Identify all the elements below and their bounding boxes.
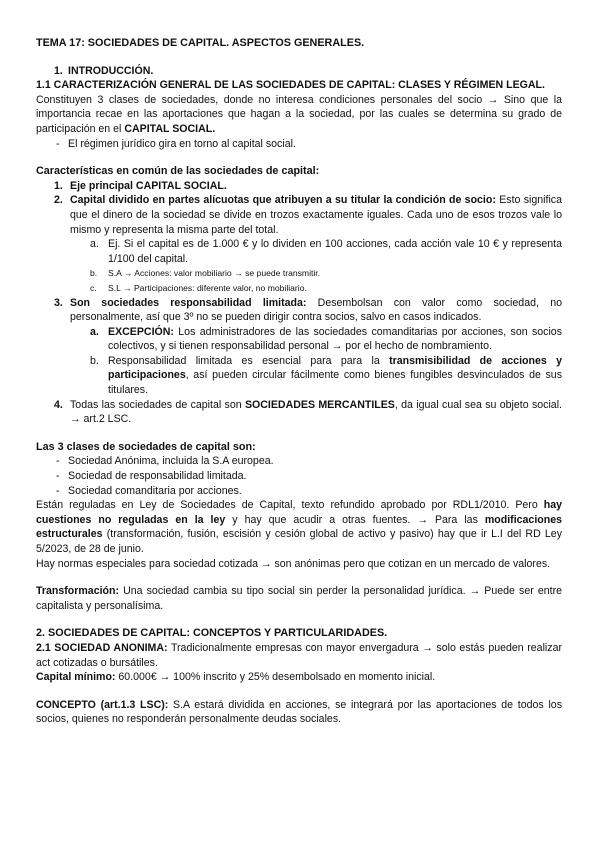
heading-introduccion <box>36 64 562 79</box>
caracteristica-2a <box>36 237 562 266</box>
intro-bullet: - El régimen jurídico gira en torno al capital social. <box>36 137 562 152</box>
list-bold: Son sociedades responsabilidad limitada: <box>70 296 307 309</box>
heading-1-1: 1.1 CARACTERIZACIÓN GENERAL DE LAS SOCIEDADES DE CAPITAL: CLASES Y RÉGIMEN LEGAL. <box>36 79 545 92</box>
paragraph-text: S.A estará dividida en acciones, se integrará por las aportaciones de todos los socios, quienes no responderán personalmente deudas sociales. <box>36 698 562 726</box>
list-number: 3. <box>54 296 63 309</box>
list-text: , da igual cual sea su objeto social. → art.2 LSC. <box>70 398 562 426</box>
clase-item: - Sociedad de responsabilidad limitada. <box>36 469 562 484</box>
list-text: Todas las sociedades de capital son <box>70 398 245 411</box>
clase-item: - Sociedad comanditaria por acciones. <box>36 484 562 499</box>
caracteristica-3b <box>36 354 562 398</box>
list-bold: SOCIEDADES MERCANTILES <box>244 398 395 411</box>
sub-text: Responsabilidad limitada es esencial para para la <box>108 354 390 367</box>
caracteristica-2c <box>36 281 562 296</box>
paragraph-bold: hay cuestiones no reguladas en la ley <box>36 499 562 526</box>
sub-text: S.L → Participaciones: diferente valor, no mobiliario. <box>108 282 307 293</box>
intro-paragraph <box>36 93 562 137</box>
concepto-paragraph <box>36 698 562 727</box>
sub-number: c. <box>90 282 97 293</box>
sociedad-anonima-paragraph <box>36 641 562 670</box>
caracteristica-2 <box>36 193 562 237</box>
transformacion-paragraph <box>36 584 562 613</box>
sub-text: Ej. Si el capital es de 1.000 € y lo dividen en 100 acciones, cada acción vale 10 € y representa 1/100 del capital. <box>108 238 562 265</box>
sub-text: Los administradores de las sociedades comanditarias por acciones, son socios colectivos, y si tienen responsabilidad personal → por el hecho de nombramiento. <box>108 325 562 353</box>
paragraph-bold: Transformación: <box>36 585 120 598</box>
sub-number: a. <box>90 238 99 251</box>
caracteristica-3a <box>36 325 562 354</box>
clases-heading: Las 3 clases de sociedades de capital son: <box>36 440 256 453</box>
sub-text: , así pueden circular fácilmente como bienes fungibles desvinculados de sus titulares. <box>108 369 562 397</box>
sub-text: S.A → Acciones: valor mobiliario → se puede transmitir. <box>108 268 321 279</box>
sub-number: b. <box>90 354 99 367</box>
sub-number: b. <box>90 268 98 279</box>
sub-bold: EXCEPCIÓN: <box>108 325 174 338</box>
paragraph-text: 60.000€ → 100% inscrito y 25% desembolsado en momento inicial. <box>115 671 436 684</box>
paragraph-bold: Capital mínimo: <box>36 671 116 684</box>
heading-number: 1. <box>54 64 63 77</box>
caracteristicas-heading: Características en común de las sociedades de capital: <box>36 165 320 178</box>
paragraph-bold: CONCEPTO (art.1.3 LSC): <box>36 698 169 711</box>
list-text: Desembolsan con valor como sociedad, no personalmente, así que 3º no se pueden dirigir contra socios, salvo en casos indicados. <box>70 296 562 324</box>
list-text: Esto significa que el dinero de la sociedad se divide en trozos exactamente iguales. Cada uno de esos trozos vale lo mismo y representa la misma parte del total. <box>70 194 562 236</box>
paragraph-text: Están reguladas en Ley de Sociedades de Capital, texto refundido aprobado por RDL1/2010. Pero <box>36 499 544 512</box>
paragraph-text: Tradicionalmente empresas con mayor envergadura → solo estás pueden realizar act cotizadas o bursátiles. <box>36 641 562 669</box>
reguladas-paragraph <box>36 498 562 556</box>
paragraph-text: Una sociedad cambia su tipo social sin perder la personalidad jurídica. → Puede ser entre capitalista y personalísima. <box>36 585 562 612</box>
intro-bold: CAPITAL SOCIAL. <box>124 122 216 135</box>
list-number: 4. <box>54 398 63 411</box>
paragraph-text: (transformación, fusión, escisión y cesión global de activo y pasivo) hay que ir L.I del RD Ley 5/2023, de 28 de junio. <box>36 528 562 555</box>
heading-2: 2. SOCIEDADES DE CAPITAL: CONCEPTOS Y PARTICULARIDADES. <box>36 627 388 640</box>
caracteristica-4 <box>36 398 562 427</box>
heading-text: INTRODUCCIÓN. <box>68 64 154 77</box>
list-number: 2. <box>54 194 63 207</box>
list-bold: Capital dividido en partes alícuotas que atribuyen a su titular la condición de socio: <box>70 194 496 207</box>
caracteristica-1 <box>36 179 562 194</box>
list-number: 1. <box>54 179 63 192</box>
caracteristica-3 <box>36 296 562 325</box>
sub-number: a. <box>90 325 99 338</box>
clase-item: - Sociedad Anónima, incluida la S.A europea. <box>36 454 562 469</box>
paragraph-bold: modificaciones estructurales <box>36 513 562 541</box>
cotizada-paragraph: Hay normas especiales para sociedad cotizada → son anónimas pero que cotizan en un mercado de valores. <box>36 557 551 570</box>
paragraph-text: y hay que acudir a otras fuentes. → Para las <box>225 513 485 526</box>
capital-minimo-paragraph <box>36 670 562 685</box>
list-text: Eje principal CAPITAL SOCIAL. <box>70 179 227 192</box>
document-title: TEMA 17: SOCIEDADES DE CAPITAL. ASPECTOS GENERALES. <box>36 37 365 49</box>
caracteristica-2b <box>36 266 562 281</box>
sub-bold: transmisibilidad de acciones y participaciones <box>108 354 562 382</box>
paragraph-bold: 2.1 SOCIEDAD ANONIMA: <box>36 641 168 654</box>
intro-text: Constituyen 3 clases de sociedades, donde no interesa condiciones personales del socio → Sino que la importancia recae en las aportaciones que hagan a la sociedad, por las cuales se determina su grado de participación en el <box>36 93 562 135</box>
